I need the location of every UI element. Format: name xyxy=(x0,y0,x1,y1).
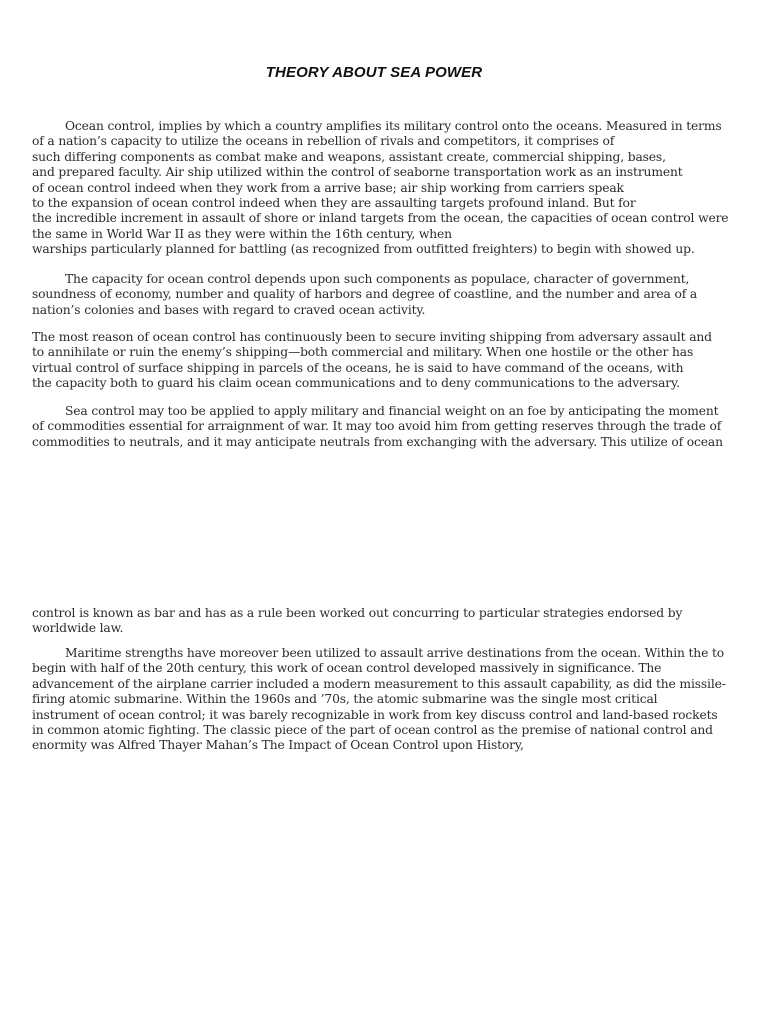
paragraph-line: The capacity for ocean control depends upon such components as populace, character of government, xyxy=(65,272,690,286)
paragraph-line: the same in World War II as they were within the 16th century, when xyxy=(32,226,452,241)
paragraph-line: such differing components as combat make and weapons, assistant create, commercial shipping, bases, xyxy=(32,149,666,164)
paragraph-line: Maritime strengths have moreover been utilized to assault arrive destinations from the ocean. Within the to xyxy=(65,646,725,660)
paragraph-line: instrument of ocean control; it was barely recognizable in work from key discuss control and land-based rockets xyxy=(32,707,718,722)
paragraph-line: in common atomic fighting. The classic piece of the part of ocean control as the premise of national control and xyxy=(32,722,713,737)
paragraph-line: nation’s colonies and bases with regard to craved ocean activity. xyxy=(32,302,426,317)
paragraph-line: to annihilate or ruin the enemy’s shipping—both commercial and military. When one hostile or the other has xyxy=(32,345,694,360)
paragraph-line: firing atomic submarine. Within the 1960s and ’70s, the atomic submarine was the single most critical xyxy=(32,692,658,707)
paragraph-line: enormity was Alfred Thayer Mahan’s The Impact of Ocean Control upon History, xyxy=(32,738,524,753)
paragraph-2 xyxy=(32,272,722,318)
paragraph-6 xyxy=(32,646,726,754)
paragraph-line: of a nation’s capacity to utilize the oceans in rebellion of rivals and competitors, it comprises of xyxy=(32,134,615,149)
document-title: THEORY ABOUT SEA POWER xyxy=(265,64,483,81)
paragraph-line: soundness of economy, number and quality of harbors and degree of coastline, and the number and area of a xyxy=(32,287,698,302)
paragraph-line: Ocean control, implies by which a country amplifies its military control onto the oceans. Measured in terms xyxy=(65,119,722,133)
paragraph-4 xyxy=(32,404,722,450)
paragraph-line: commodities to neutrals, and it may anticipate neutrals from exchanging with the adversary. This utilize of ocean xyxy=(32,434,723,449)
paragraph-line: of commodities essential for arraignment of war. It may too avoid him from getting reserves through the trade of xyxy=(32,419,722,434)
paragraph-line: the capacity both to guard his claim ocean communications and to deny communications to the adversary. xyxy=(32,376,680,391)
paragraph-line: worldwide law. xyxy=(32,621,124,636)
paragraph-line: of ocean control indeed when they work from a arrive base; air ship working from carriers speak xyxy=(32,180,624,195)
paragraph-line: control is known as bar and has as a rule been worked out concurring to particular strategies endorsed by xyxy=(32,606,683,620)
paragraph-5 xyxy=(32,606,722,637)
paragraph-line: the incredible increment in assault of shore or inland targets from the ocean, the capacities of ocean control were xyxy=(32,211,729,226)
paragraph-line: The most reason of ocean control has continuously been to secure inviting shipping from adversary assault and xyxy=(32,330,712,344)
paragraph-line: Sea control may too be applied to apply military and financial weight on an foe by anticipating the moment xyxy=(65,404,719,418)
paragraph-line: to the expansion of ocean control indeed when they are assaulting targets profound inland. But for xyxy=(32,195,636,210)
paragraph-3 xyxy=(32,330,722,392)
paragraph-line: advancement of the airplane carrier included a modern measurement to this assault capability, as did the missile- xyxy=(32,676,726,691)
paragraph-line: warships particularly planned for battling (as recognized from outfitted freighters) to begin with showed up. xyxy=(32,242,695,257)
paragraph-line: begin with half of the 20th century, this work of ocean control developed massively in significance. The xyxy=(32,661,662,676)
paragraph-line: and prepared faculty. Air ship utilized within the control of seaborne transportation work as an instrument xyxy=(32,165,683,180)
paragraph-1 xyxy=(32,119,729,258)
paragraph-line: virtual control of surface shipping in parcels of the oceans, he is said to have command of the oceans, with xyxy=(32,360,684,375)
